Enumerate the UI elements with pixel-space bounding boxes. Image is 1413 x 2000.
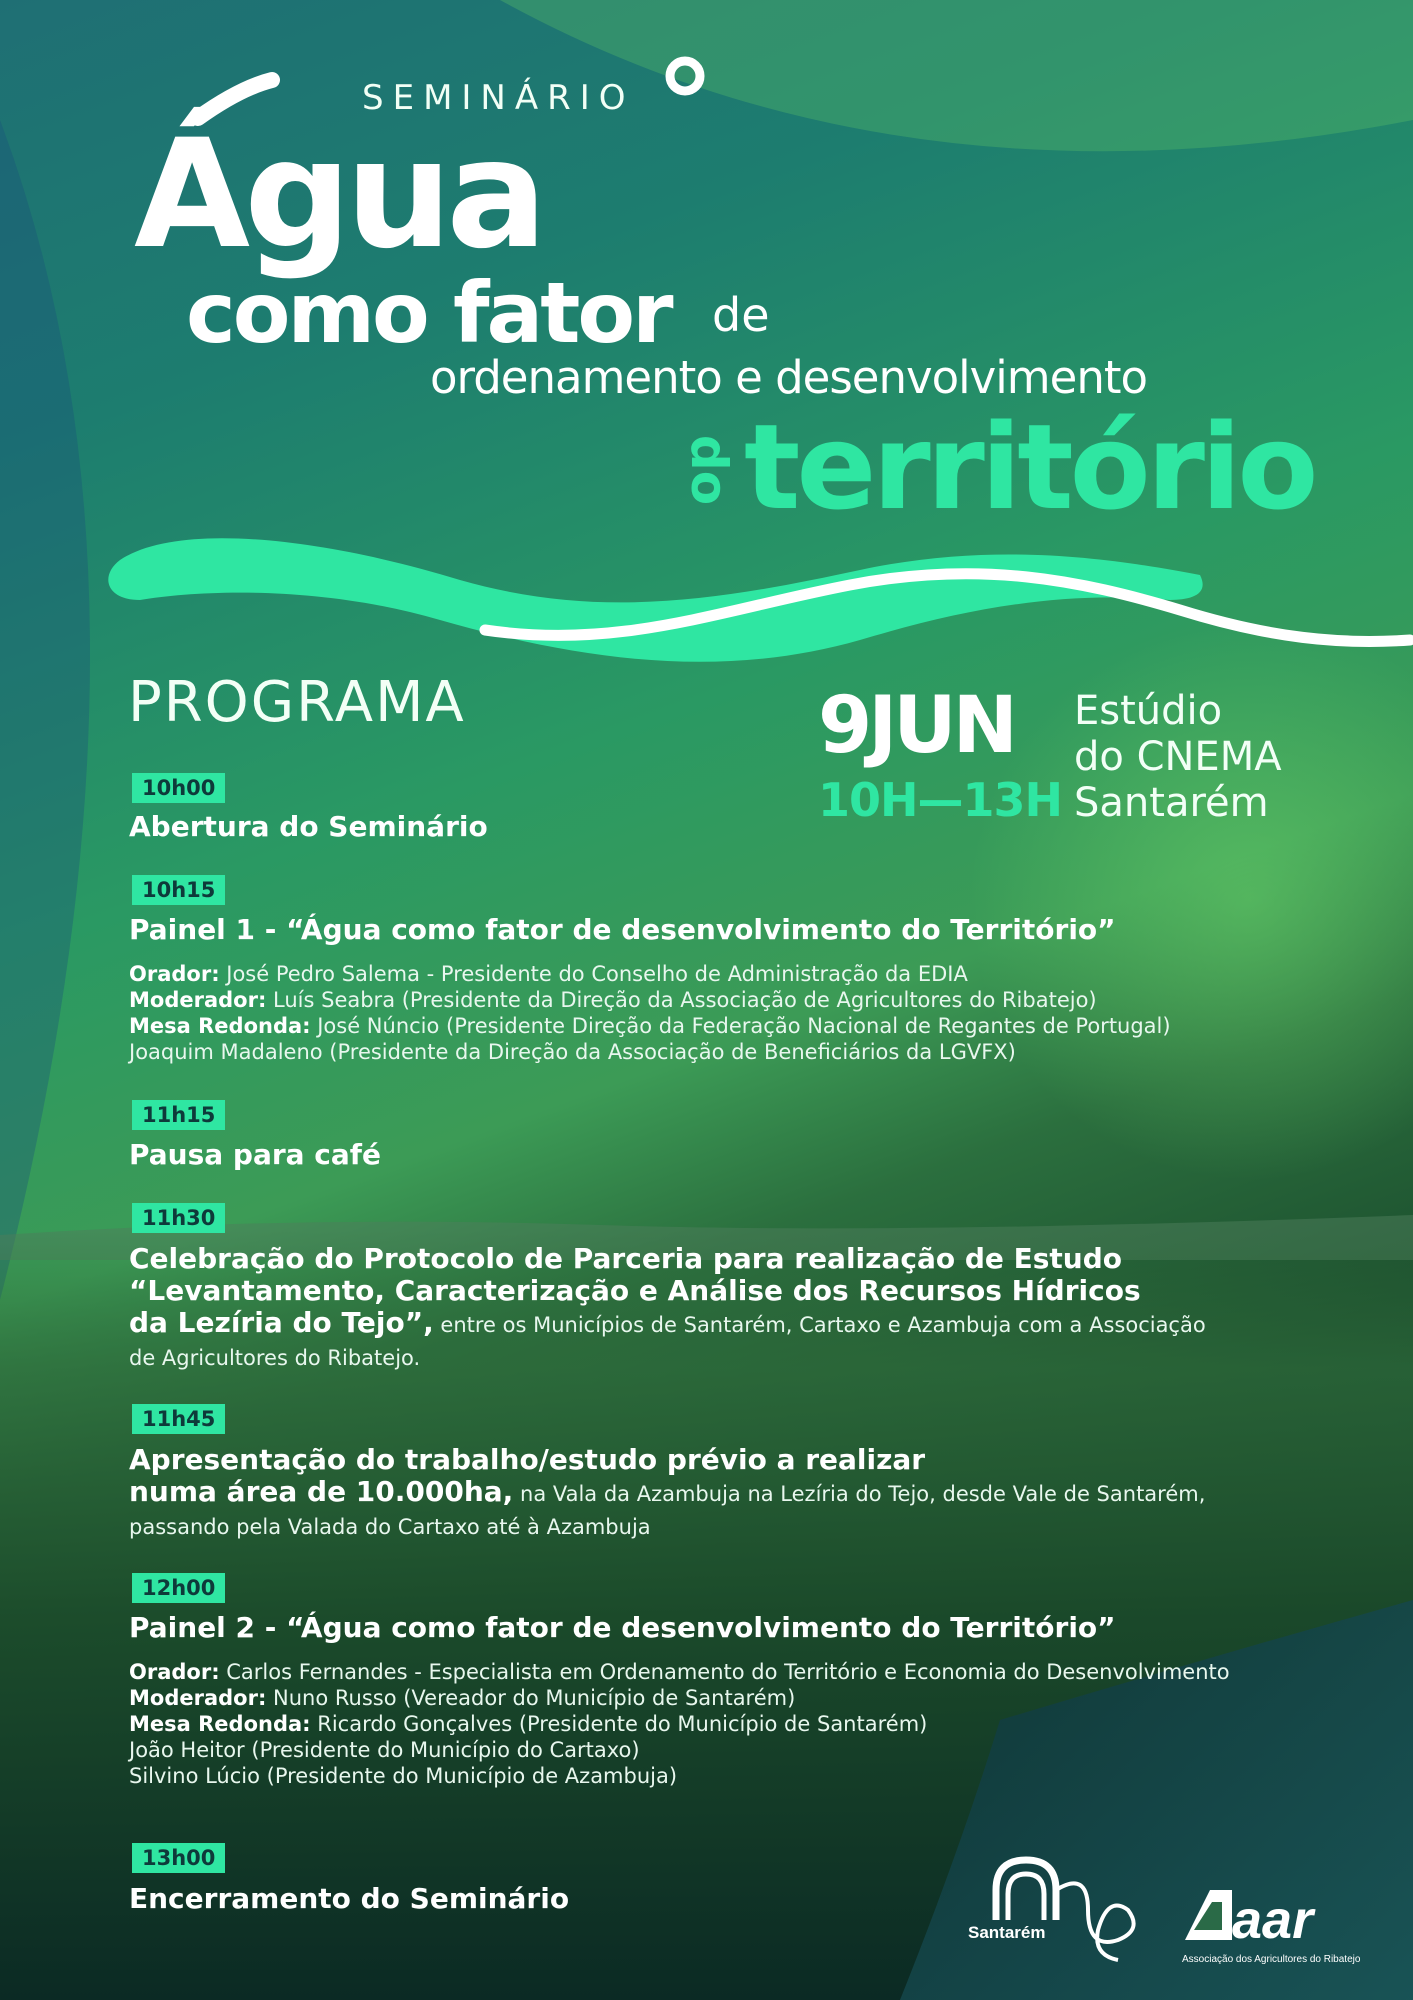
santarem-logo-text: Santarém: [968, 1923, 1046, 1942]
item-title: Painel 1 - “Água como fator de desenvolvimento do Território”: [129, 913, 1116, 946]
title-line: Celebração do Protocolo de Parceria para realização de Estudo: [129, 1242, 1122, 1275]
item-title: [129, 1444, 1205, 1510]
event-venue: [1074, 688, 1282, 826]
title-como-fator: como fator: [186, 264, 671, 362]
title-territorio: território: [744, 398, 1315, 536]
dark-left-blob: [0, 120, 90, 1300]
item-continuation: de Agricultores do Ribatejo.: [129, 1346, 421, 1370]
title-ordenamento: ordenamento e desenvolvimento: [430, 351, 1148, 404]
item-title: Encerramento do Seminário: [129, 1882, 570, 1915]
item-title: Pausa para café: [129, 1138, 381, 1171]
detail-line: Silvino Lúcio (Presidente do Município de Azambuja): [129, 1764, 678, 1788]
detail-line: João Heitor (Presidente do Município do Cartaxo): [129, 1738, 640, 1762]
detail-line: Orador: Carlos Fernandes - Especialista em Ordenamento do Território e Economia do Desenvolvimento: [129, 1660, 1230, 1684]
title-do: do: [680, 434, 739, 506]
item-title: Painel 2 - “Água como fator de desenvolvimento do Território”: [129, 1611, 1116, 1644]
panel-2-details: [129, 1659, 1230, 1789]
detail-line: Mesa Redonda: José Núncio (Presidente Direção da Federação Nacional de Regantes de Portugal): [129, 1014, 1171, 1038]
time-badge: 10h15: [132, 875, 225, 905]
item-title: Abertura do Seminário: [129, 810, 488, 843]
title-line: da Lezíria do Tejo”, entre os Municípios de Santarém, Cartaxo e Azambuja com a Associação: [129, 1306, 1206, 1339]
detail-line: Moderador: Nuno Russo (Vereador do Município de Santarém): [129, 1686, 796, 1710]
panel-1-details: [129, 961, 1171, 1065]
aar-logo: [1180, 1880, 1380, 1980]
detail-line: Joaquim Madaleno (Presidente da Direção da Associação de Beneficiários da LGVFX): [129, 1040, 1016, 1064]
venue-line: Estúdio: [1074, 688, 1223, 734]
item-continuation: passando pela Valada do Cartaxo até à Azambuja: [129, 1515, 651, 1539]
time-badge: 13h00: [132, 1843, 225, 1873]
venue-line: do CNEMA: [1074, 734, 1282, 780]
time-badge: 11h15: [132, 1100, 225, 1130]
title-line: “Levantamento, Caracterização e Análise dos Recursos Hídricos: [129, 1274, 1141, 1307]
time-badge: 10h00: [132, 773, 225, 803]
item-title: [129, 1243, 1206, 1341]
program-heading: PROGRAMA: [128, 670, 466, 735]
detail-line: Moderador: Luís Seabra (Presidente da Direção da Associação de Agricultores do Ribatejo): [129, 988, 1097, 1012]
light-blob: [500, 0, 1413, 151]
detail-line: Mesa Redonda: Ricardo Gonçalves (Presidente do Município de Santarém): [129, 1712, 928, 1736]
title-line: numa área de 10.000ha, na Vala da Azambuja na Lezíria do Tejo, desde Vale de Santarém,: [129, 1475, 1206, 1508]
time-badge: 12h00: [132, 1573, 225, 1603]
venue-line: Santarém: [1074, 780, 1269, 826]
event-date: 9JUN: [818, 681, 1014, 771]
aar-logo-text: Associação dos Agricultores do Ribatejo: [1182, 1954, 1361, 1965]
title-de: de: [712, 288, 770, 342]
detail-line: Orador: José Pedro Salema - Presidente do Conselho de Administração da EDIA: [129, 962, 968, 986]
event-hours: 10H—13H: [818, 773, 1063, 827]
aar-logo-mark: aar: [1232, 1890, 1314, 1950]
santarem-logo: [958, 1850, 1148, 1970]
seminar-label: SEMINÁRIO: [362, 78, 635, 118]
time-badge: 11h30: [132, 1203, 225, 1233]
time-badge: 11h45: [132, 1404, 225, 1434]
title-line: Apresentação do trabalho/estudo prévio a realizar: [129, 1443, 926, 1476]
title-word-agua: Água: [134, 108, 542, 282]
green-wave: [108, 538, 1202, 662]
